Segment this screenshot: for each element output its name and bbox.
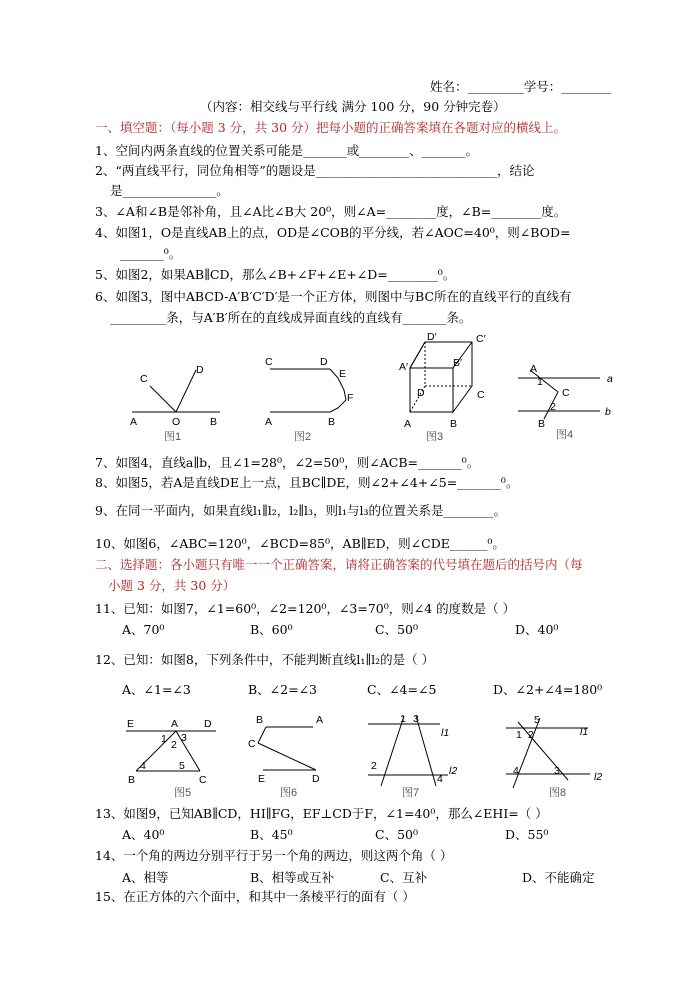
figure-6 [248, 714, 323, 799]
question-2-line2: 是_______________。 [110, 183, 229, 198]
q14-option-d: D、不能确定 [522, 870, 595, 885]
fig5-label: 4 [140, 760, 146, 772]
q11-option-c: C、50⁰ [375, 622, 418, 637]
fig2-caption: 图2 [294, 431, 312, 443]
question-4-line1: 4、如图1，O是直线AB上的点，OD是∠COB的平分线，若∠AOC=40⁰，则∠BOD= [95, 225, 571, 240]
fig4-label: a [607, 373, 613, 385]
question-3: 3、∠A和∠B是邻补角，且∠A比∠B大 20⁰，则∠A=________度，∠B=________度。 [95, 204, 567, 219]
name-id-line: 姓名：_________学号：________ [430, 79, 612, 94]
fig5-label: D [204, 718, 212, 730]
fig3-label: B [450, 418, 458, 430]
fig4-label: B [538, 418, 546, 430]
question-7: 7、如图4，直线a∥b，且∠1=28⁰，∠2=50⁰，则∠ACB=_______⁰。 [95, 455, 480, 470]
question-6-line1: 6、如图3，图中ABCD-A′B′C′D′是一个正方体，则图中与BC所在的直线平行的直线有 [95, 289, 572, 304]
fig3-label: B′ [453, 357, 462, 369]
fig3-caption: 图3 [426, 431, 444, 443]
fig4-label: 1 [537, 376, 543, 388]
question-2-line1: 2、“两直线平行，同位角相等”的题设是_____________________________，结论 [95, 163, 535, 178]
q13-option-a: A、40⁰ [122, 827, 165, 842]
fig2-label: D [320, 356, 328, 368]
fig8-label: 1 [516, 729, 522, 741]
fig4-label: A [530, 363, 538, 375]
fig5-caption: 图5 [174, 787, 192, 799]
fig6-label: B [256, 714, 264, 726]
fig2-label: C [265, 356, 273, 368]
fig8-label: 3 [554, 765, 560, 777]
question-11: 11、已知：如图7，∠1=60⁰，∠2=120⁰，∠3=70⁰，则∠4 的度数是（ ） [95, 601, 516, 616]
figure-4 [518, 363, 613, 441]
figure-2 [265, 356, 353, 443]
question-8: 8、如图5，若A是直线DE上一点，且BC∥DE，则∠2+∠4+∠5=_______⁰。 [95, 475, 519, 490]
figure-3 [399, 331, 486, 443]
question-14: 14、一个角的两边分别平行于另一个角的两边，则这两个角（ ） [95, 848, 453, 863]
figures-row-2 [118, 708, 618, 800]
q14-option-a: A、相等 [122, 870, 169, 885]
question-13: 13、如图9，已知AB∥CD，HI∥FG，EF⊥CD于F，∠1=40⁰，那么∠EHI=（ ） [95, 806, 548, 821]
fig1-label: O [172, 416, 181, 428]
fig5-label: 1 [161, 733, 167, 745]
fig7-label: 4 [437, 773, 443, 785]
question-4-line2: _______⁰。 [120, 246, 182, 261]
fig8-label: l1 [580, 726, 589, 738]
fig8-label: l2 [594, 771, 603, 783]
q11-option-a: A、70⁰ [122, 622, 165, 637]
section2-title-line1: 二、选择题：各小题只有唯一一个正确答案，请将正确答案的代号填在题后的括号内（每 [95, 557, 583, 572]
fig5-label: A [171, 718, 179, 730]
fig6-label: A [316, 714, 324, 726]
fig2-label: A [265, 416, 273, 428]
question-10: 10、如图6，∠ABC=120⁰，∠BCD=85⁰，AB∥ED，则∠CDE______⁰。 [95, 536, 505, 551]
figure-7 [368, 713, 457, 799]
question-9: 9、在同一平面内，如果直线l₁∥l₂，l₂∥l₃，则l₁与l₃的位置关系是________。 [95, 503, 507, 518]
figure-8 [506, 714, 602, 799]
fig6-label: D [312, 773, 320, 785]
fig7-label: 3 [413, 713, 419, 725]
figure-5 [126, 718, 216, 799]
q14-option-c: C、互补 [380, 870, 428, 885]
fig4-label: 2 [550, 401, 556, 413]
section1-title: 一、填空题：（每小题 3 分，共 30 分）把每小题的正确答案填在各题对应的横线上。 [95, 120, 567, 135]
q12-option-c: C、∠4=∠5 [367, 682, 437, 697]
fig1-label: C [140, 373, 148, 385]
fig5-label: 3 [181, 732, 187, 744]
question-5: 5、如图2，如果AB∥CD，那么∠B+∠F+∠E+∠D=________⁰。 [95, 267, 456, 282]
q12-option-b: B、∠2=∠3 [248, 682, 318, 697]
fig7-label: l2 [449, 765, 458, 777]
q12-option-d: D、∠2+∠4=180⁰ [493, 682, 603, 697]
question-6-line2: _________条，与A′B′所在的直线成异面直线的直线有_______条。 [110, 310, 472, 325]
fig5-label: C [199, 774, 207, 786]
fig3-label: D′ [427, 331, 437, 343]
fig7-label: 1 [400, 713, 406, 725]
fig7-label: l1 [441, 727, 450, 739]
fig3-label: C′ [476, 333, 486, 345]
q11-option-d: D、40⁰ [515, 622, 559, 637]
figure-1 [130, 364, 220, 443]
fig1-label: B [210, 416, 218, 428]
fig5-label: B [128, 774, 136, 786]
fig8-label: 2 [528, 729, 534, 741]
fig7-label: 2 [371, 760, 377, 772]
question-15: 15、在正方体的六个面中，和其中一条棱平行的面有（ ） [95, 889, 415, 904]
q14-option-b: B、相等或互补 [250, 870, 335, 885]
q13-option-b: B、45⁰ [250, 827, 293, 842]
fig3-label: D [417, 387, 425, 399]
fig4-label: b [605, 406, 611, 418]
q12-option-a: A、∠1=∠3 [122, 682, 191, 697]
fig2-label: F [347, 392, 354, 404]
exam-subtitle: （内容：相交线与平行线 满分 100 分，90 分钟完卷） [200, 99, 506, 114]
fig5-label: 2 [171, 739, 177, 751]
q13-option-c: C、50⁰ [375, 827, 418, 842]
fig6-caption: 图6 [280, 787, 298, 799]
fig8-label: 5 [534, 714, 540, 726]
fig2-label: E [339, 368, 347, 380]
fig3-label: C [477, 389, 485, 401]
section2-title-line2: 小题 3 分，共 30 分） [108, 578, 236, 593]
fig4-caption: 图4 [556, 429, 574, 441]
question-1: 1、空间内两条直线的位置关系可能是_______或________、_______。 [95, 143, 478, 158]
fig5-label: 5 [179, 760, 185, 772]
fig7-caption: 图7 [402, 787, 420, 799]
fig3-label: A [404, 418, 412, 430]
fig1-label: A [130, 416, 138, 428]
question-12: 12、已知：如图8，下列条件中，不能判断直线l₁∥l₂的是（ ） [95, 652, 435, 667]
fig5-label: E [127, 718, 135, 730]
q13-option-d: D、55⁰ [505, 827, 549, 842]
q11-option-b: B、60⁰ [250, 622, 293, 637]
fig6-label: E [258, 773, 266, 785]
fig1-caption: 图1 [164, 431, 182, 443]
fig6-label: C [248, 738, 256, 750]
fig4-label: C [562, 387, 570, 399]
figures-row-1 [120, 328, 640, 448]
fig1-label: D [196, 364, 204, 376]
fig3-label: A′ [399, 361, 408, 373]
fig8-caption: 图8 [549, 787, 567, 799]
fig8-label: 4 [513, 765, 519, 777]
fig2-label: B [328, 416, 336, 428]
